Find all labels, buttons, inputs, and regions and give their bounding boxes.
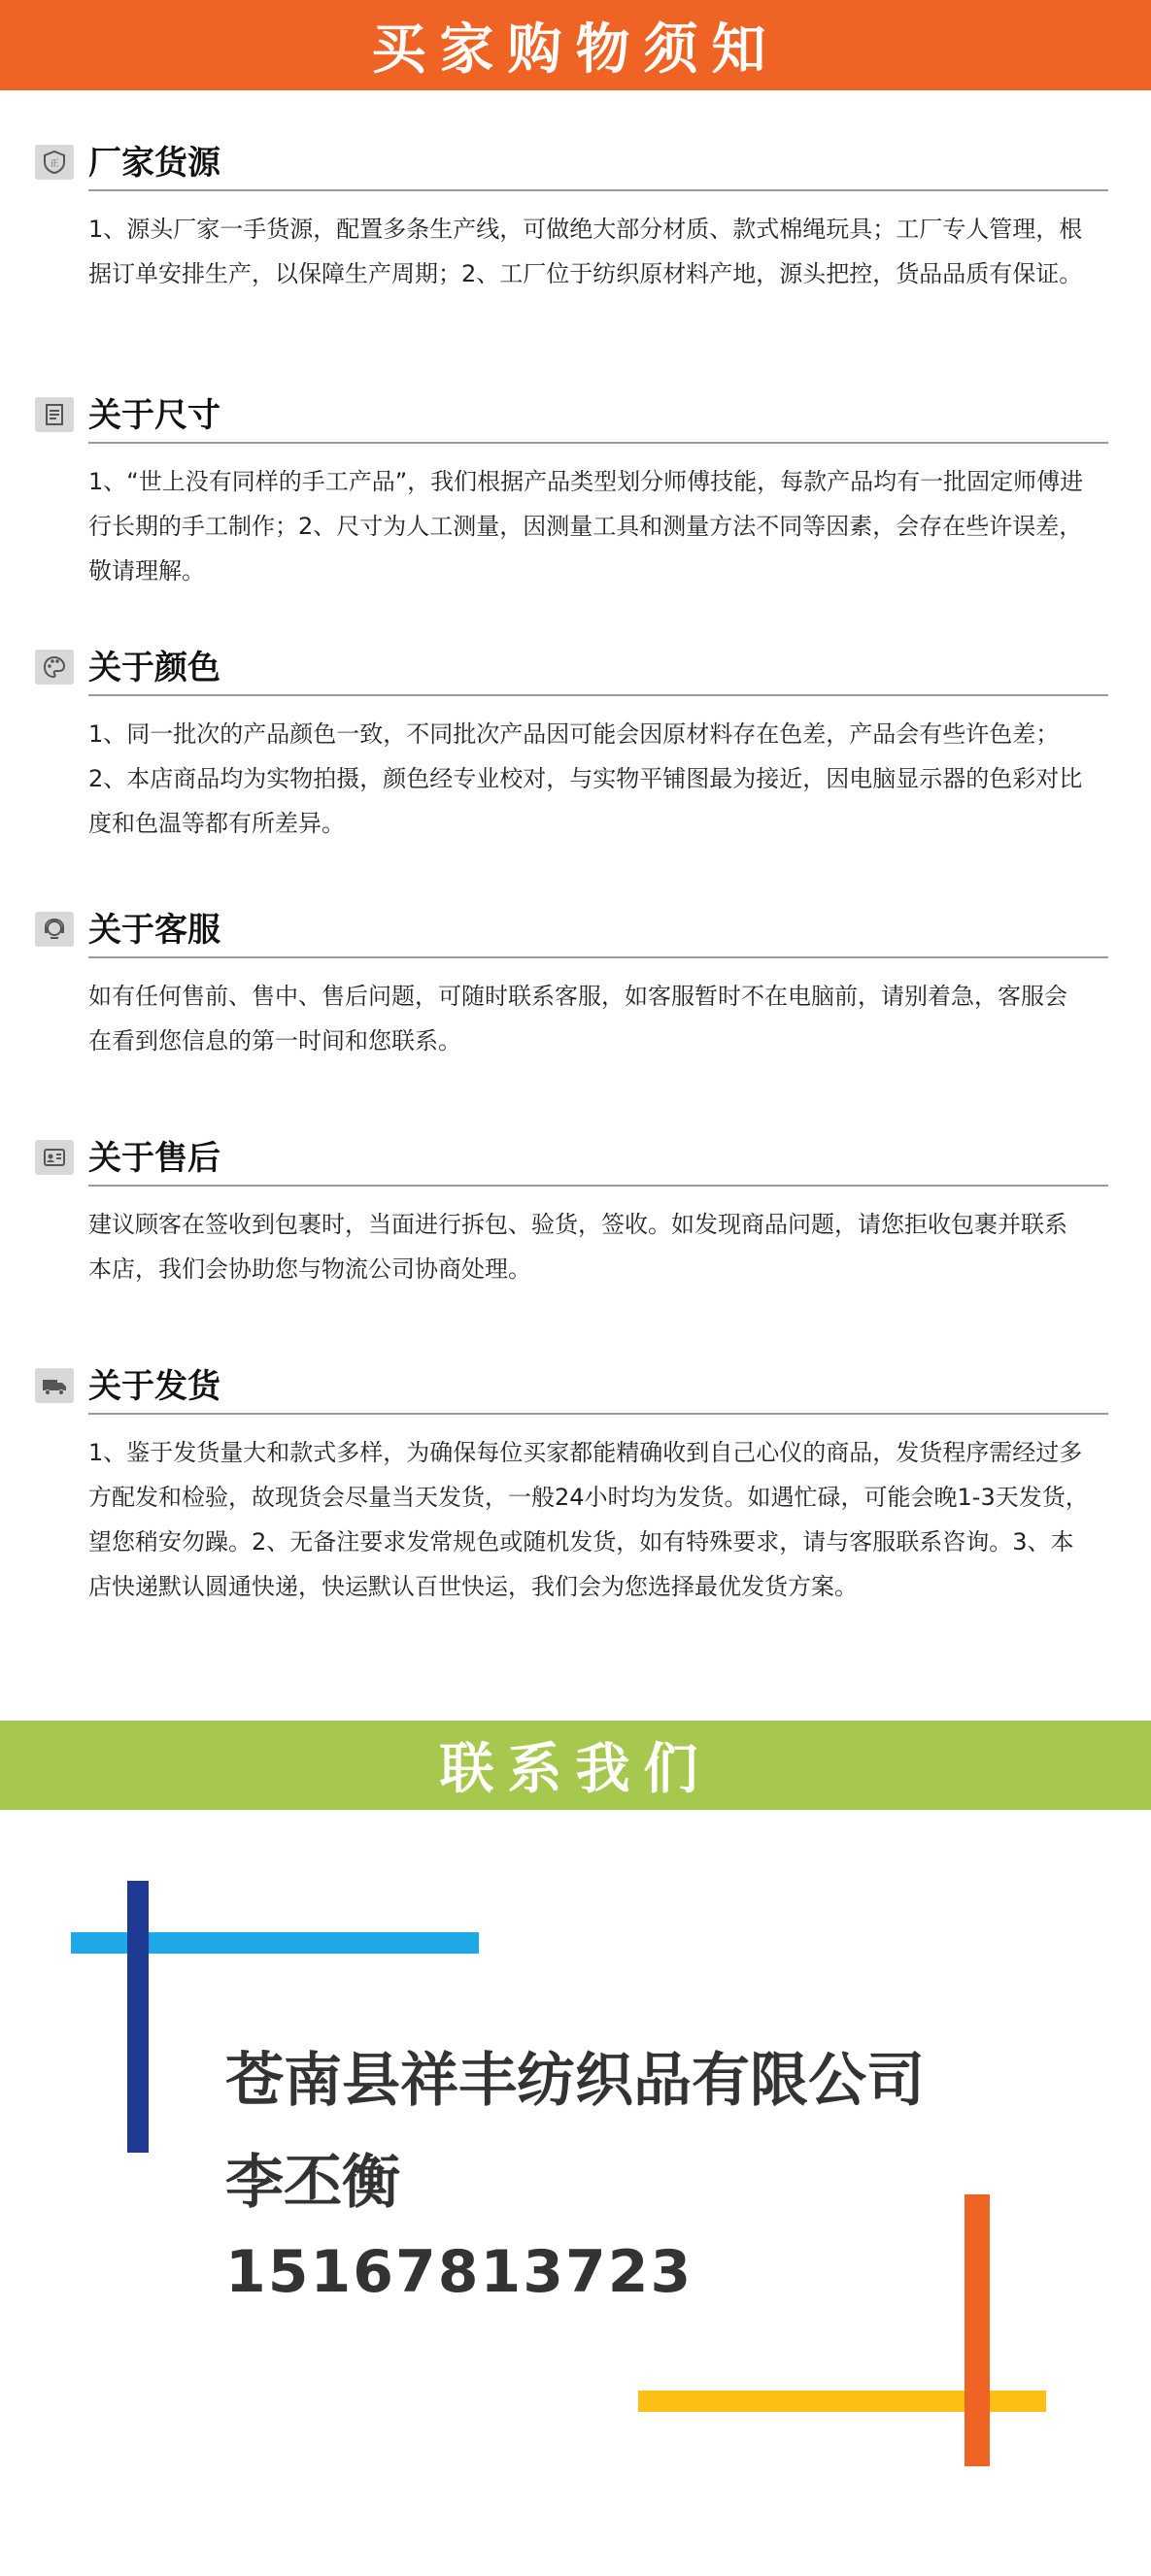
section-body: 1、源头厂家一手货源，配置多条生产线，可做绝大部分材质、款式棉绳玩具；工厂专人管理，根据订单安排生产，以保障生产周期；2、工厂位于纺织原材料产地，源头把控，货品品质有保证。	[88, 216, 1083, 287]
page-title: 买家购物须知	[371, 17, 780, 82]
section-title: 关于颜色	[88, 649, 220, 687]
section-title: 厂家货源	[88, 144, 220, 183]
contact-title: 联系我们	[439, 1738, 712, 1801]
section-divider	[88, 694, 1108, 696]
section-title: 关于尺寸	[88, 396, 220, 435]
contact-person: 李丕衡	[225, 2149, 400, 2217]
decor-bar-orange	[965, 2194, 990, 2466]
section-title: 关于发货	[88, 1367, 220, 1406]
palette-icon	[35, 650, 74, 685]
delivery-truck-icon	[35, 1368, 74, 1403]
section-title: 关于客服	[88, 911, 220, 950]
headset-service-icon	[35, 912, 74, 947]
decor-bar-navy	[127, 1881, 149, 2153]
section-body: 建议顾客在签收到包裹时，当面进行拆包、验货，签收。如发现商品问题，请您拒收包裹并联系本店，我们会协助您与物流公司协商处理。	[88, 1211, 1067, 1283]
ruler-document-icon	[35, 397, 74, 432]
section-divider	[88, 442, 1108, 444]
shield-badge-icon	[35, 145, 74, 180]
section-body: 如有任何售前、售中、售后问题，可随时联系客服，如客服暂时不在电脑前，请别着急，客服会在看到您信息的第一时间和您联系。	[88, 983, 1067, 1054]
section-body: 1、“世上没有同样的手工产品”，我们根据产品类型划分师傅技能，每款产品均有一批固定师傅进行长期的手工制作；2、尺寸为人工测量，因测量工具和测量方法不同等因素，会存在些许误差，敬请理解。	[88, 468, 1084, 585]
section-divider	[88, 956, 1108, 958]
section-divider	[88, 1413, 1108, 1415]
section-body: 1、同一批次的产品颜色一致，不同批次产品因可能会因原材料存在色差，产品会有些许色差；2、本店商品均为实物拍摄，颜色经专业校对，与实物平铺图最为接近，因电脑显示器的色彩对比度和色温等都有所差异。	[88, 720, 1083, 837]
section-body: 1、鉴于发货量大和款式多样，为确保每位买家都能精确收到自己心仪的商品，发货程序需经过多方配发和检验，故现货会尽量当天发货，一般24小时均为发货。如遇忙碌，可能会晚1-3天发货，望您稍安勿躁。2、无备注要求发常规色或随机发货，如有特殊要求，请与客服联系咨询。3、本店快递默认圆通快递，快运默认百世快运，我们会为您选择最优发货方案。	[88, 1439, 1089, 1600]
svg-text:正: 正	[50, 159, 59, 169]
section-title: 关于售后	[88, 1139, 220, 1178]
id-card-icon	[35, 1140, 74, 1175]
section-divider	[88, 1185, 1108, 1187]
contact-banner	[0, 1721, 1151, 1810]
section-divider	[88, 189, 1108, 191]
phone-number: 15167813723	[225, 2238, 694, 2306]
company-name: 苍南县祥丰纺织品有限公司	[225, 2047, 925, 2115]
page-header-banner	[0, 0, 1151, 90]
